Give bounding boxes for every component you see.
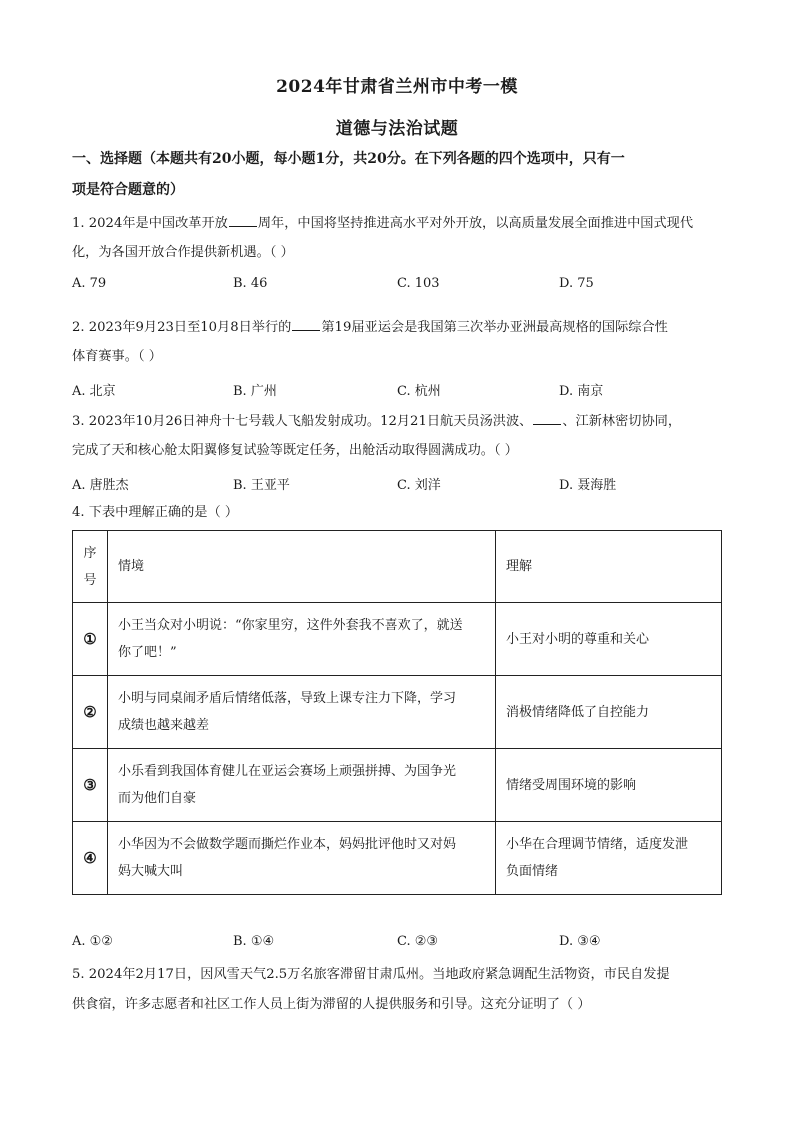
- q4-option-a[interactable]: A. ①②: [72, 934, 113, 949]
- row-scenario: 小王当众对小明说：“你家里穷，这件外套我不喜欢了，就送 你了吧！”: [108, 603, 496, 676]
- q3-stem-part-a: 3. 2023年10月26日神舟十七号载人飞船发射成功。12月21日航天员汤洪波、: [72, 414, 533, 429]
- table-row: [73, 749, 722, 822]
- q1-option-b[interactable]: B. 46: [233, 276, 268, 291]
- row-number: ③: [73, 749, 108, 822]
- table-row: [73, 603, 722, 676]
- row-scenario: 小乐看到我国体育健儿在亚运会赛场上顽强拼搏、为国争光 而为他们自豪: [108, 749, 496, 822]
- header-number: 序 号: [73, 531, 108, 603]
- q2-options: [72, 380, 722, 398]
- q3-options: [72, 474, 722, 492]
- q3-stem-line2: 完成了天和核心舱太阳翼修复试验等既定任务，出舱活动取得圆满成功。（ ）: [72, 443, 518, 458]
- section-heading-line1: 一、选择题（本题共有20小题，每小题1分，共20分。在下列各题的四个选项中，只有一: [72, 151, 625, 167]
- exam-title: 2024年甘肃省兰州市中考一模: [276, 77, 518, 97]
- q1-option-a[interactable]: A. 79: [72, 276, 107, 291]
- q4-option-c[interactable]: C. ②③: [397, 934, 439, 949]
- header-understanding: 理解: [496, 531, 722, 603]
- q5-stem-line1: 5. 2024年2月17日，因风雪天气2.5万名旅客滞留甘肃瓜州。当地政府紧急调配生活物资，市民自发提: [72, 967, 670, 982]
- q2-stem-line2: 体育赛事。（ ）: [72, 349, 162, 364]
- q1-blank: [229, 214, 257, 227]
- table-row: [73, 822, 722, 895]
- q1-stem-part-b: 周年，中国将坚持推进高水平对外开放，以高质量发展全面推进中国式现代: [257, 216, 694, 231]
- q4-option-b[interactable]: B. ①④: [233, 934, 275, 949]
- table-header-row: [73, 531, 722, 603]
- q3-blank: [533, 412, 561, 425]
- q1-option-c[interactable]: C. 103: [397, 276, 440, 291]
- header-scenario: 情境: [108, 531, 496, 603]
- row-number: ①: [73, 603, 108, 676]
- q5-stem-line2: 供食宿，许多志愿者和社区工作人员上街为滞留的人提供服务和引导。这充分证明了（ ）: [72, 997, 591, 1012]
- q4-table: [72, 530, 722, 895]
- row-understanding: 消极情绪降低了自控能力: [496, 676, 722, 749]
- section-heading-line2: 项是符合题意的）: [72, 182, 184, 198]
- row-scenario: 小华因为不会做数学题而撕烂作业本，妈妈批评他时又对妈 妈大喊大叫: [108, 822, 496, 895]
- q2-stem-part-a: 2. 2023年9月23日至10月8日举行的: [72, 320, 292, 335]
- q1-stem-part-a: 1. 2024年是中国改革开放: [72, 216, 228, 231]
- q4-option-d[interactable]: D. ③④: [559, 934, 601, 949]
- q3-option-a[interactable]: A. 唐胜杰: [72, 478, 129, 493]
- q3-stem-line1: [72, 412, 722, 431]
- q2-option-b[interactable]: B. 广州: [233, 384, 277, 399]
- table-row: [73, 676, 722, 749]
- q3-option-d[interactable]: D. 聂海胜: [559, 478, 617, 493]
- q1-options: [72, 276, 722, 294]
- q1-stem-line2: 化，为各国开放合作提供新机遇。（ ）: [72, 245, 294, 260]
- q4-stem: 4. 下表中理解正确的是（ ）: [72, 505, 239, 520]
- row-understanding: 情绪受周围环境的影响: [496, 749, 722, 822]
- row-number: ②: [73, 676, 108, 749]
- q2-blank: [292, 318, 320, 331]
- q3-stem-part-b: 、江新林密切协同，: [562, 414, 682, 429]
- q1-stem-line1: [72, 214, 722, 233]
- q3-option-c[interactable]: C. 刘洋: [397, 478, 441, 493]
- q1-option-d[interactable]: D. 75: [559, 276, 594, 291]
- q2-stem-part-b: 第19届亚运会是我国第三次举办亚洲最高规格的国际综合性: [321, 320, 668, 335]
- q2-option-c[interactable]: C. 杭州: [397, 384, 441, 399]
- q2-option-d[interactable]: D. 南京: [559, 384, 604, 399]
- row-understanding: 小华在合理调节情绪，适度发泄 负面情绪: [496, 822, 722, 895]
- row-scenario: 小明与同桌闹矛盾后情绪低落，导致上课专注力下降，学习 成绩也越来越差: [108, 676, 496, 749]
- row-number: ④: [73, 822, 108, 895]
- q3-option-b[interactable]: B. 王亚平: [233, 478, 290, 493]
- exam-subtitle: 道德与法治试题: [335, 119, 459, 139]
- q2-option-a[interactable]: A. 北京: [72, 384, 116, 399]
- q4-options: [72, 934, 722, 952]
- row-understanding: 小王对小明的尊重和关心: [496, 603, 722, 676]
- q2-stem-line1: [72, 318, 722, 337]
